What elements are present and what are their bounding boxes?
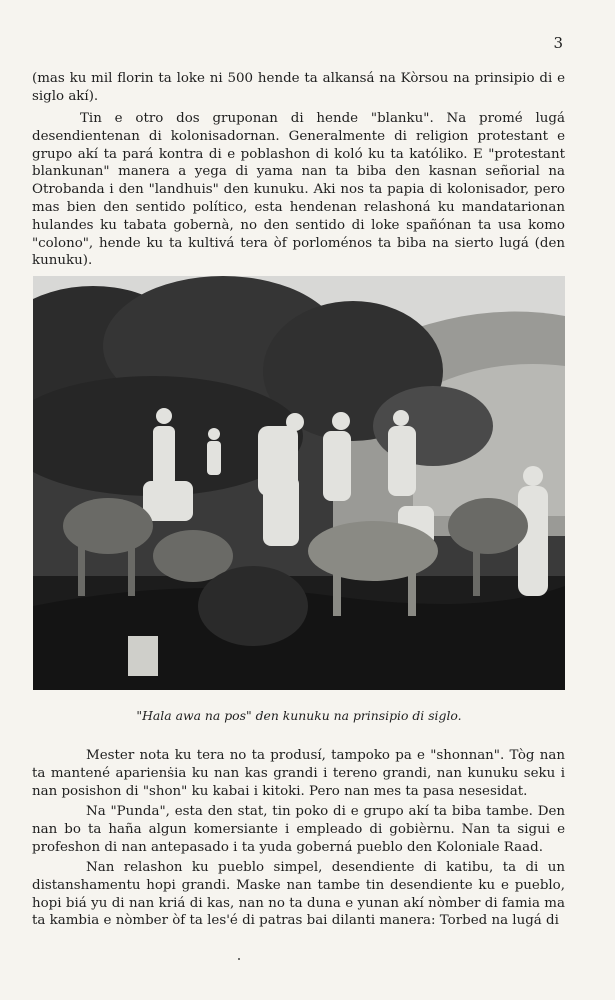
paragraph-3: Mester nota ku tera no ta produsí, tampoko pa e "shonnan". Tòg nan ta mantené aparienṡia ku nan kas grandi i tereno grandi, nan kunuku seku i nan posishon di "shon" ku kabai i kitoki. Pero nan mes ta pasa nesesidat. (32, 748, 565, 799)
paragraph-4: Na "Punda", esta den stat, tin poko di e grupo akí ta biba tambe. Den nan bo ta haña algun komersiante i empleado di gobièrnu. Nan ta sigui e profeshon di nan antepasado i ta yuda goberná pueblo den Koloniale Raad. (32, 804, 565, 855)
paragraph-5: Nan relashon ku pueblo simpel, desendiente di katibu, ta di un distanshamentu hopi grandi. Maske nan tambe tin desendiente ku e pueblo, hopi biá yu di nan kriá di kas, nan no ta duna e yunan akí nòmber di famia ma ta kambia e nòmber òf ta les'é di patras bai dilanti manera: Torbed na lugá di (32, 860, 565, 929)
paragraph-2: Tin e otro dos gruponan di hende "blanku". Na promé lugá desendientenan di kolonisadornan. Generalmente di religion protestant e grupo akí ta pará kontra di e poblashon di koló ku ta katóliko. E "protestant blankunan" manera a yega di yama nan ta biba den kasnan señorial na Otrobanda i den "landhuis" den kunuku. Aki nos ta papia di kolonisador, pero mas bien den sentido político, esta hendenan relashoná ku mandatarionan hulandes ku tabata gobernà, no den sentido di loke spañónan ta usa komo "colono", hende ku ta kultivá tera òf porloménos ta biba na sierto lugá (den kunuku). (32, 111, 565, 269)
paragraph-1: (mas ku mil florin ta loke ni 500 hende ta alkansá na Kòrsou na prinsipio di e siglo akí). (32, 71, 565, 104)
page-number: 3 (553, 34, 563, 52)
historical-photograph (33, 276, 565, 690)
print-speck (238, 958, 240, 960)
photo-caption: "Hala awa na pos" den kunuku na prinsipio di siglo. (136, 708, 462, 723)
